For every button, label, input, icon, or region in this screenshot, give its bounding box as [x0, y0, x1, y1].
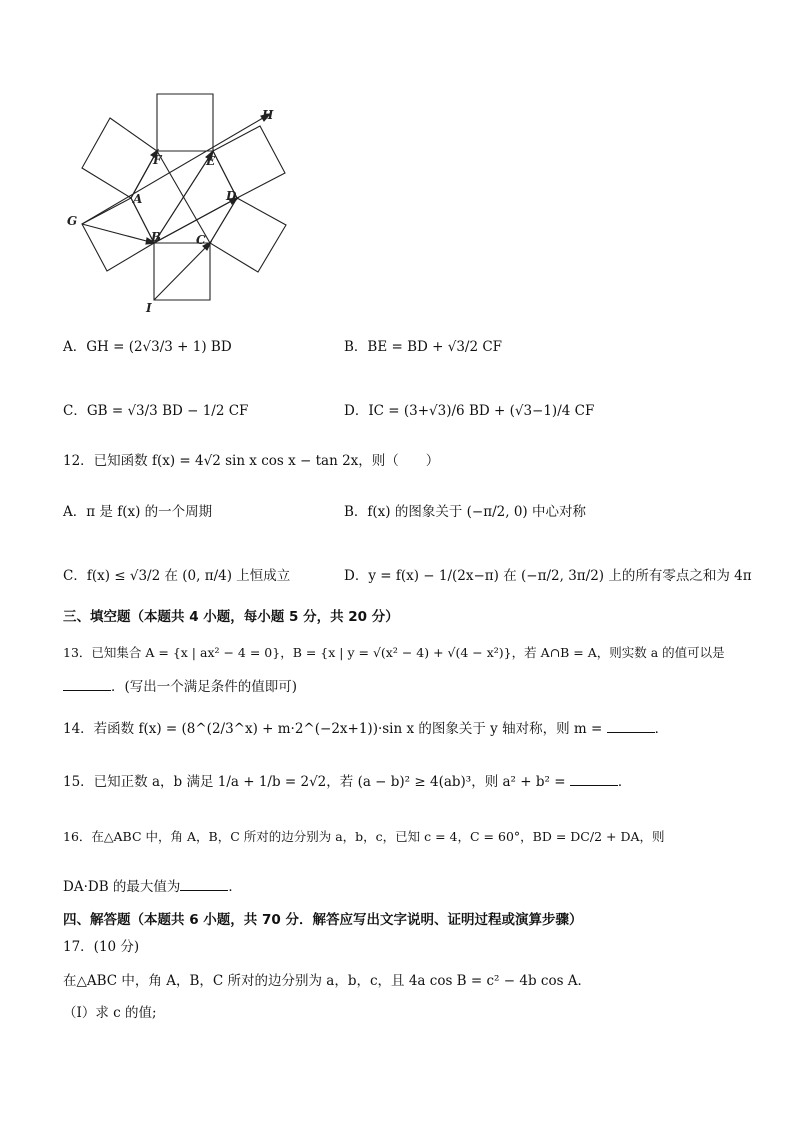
- vector-gh: [82, 115, 268, 224]
- q12-option-d[interactable]: D．y = f(x) − 1/(2x−π) 在 (−π/2, 3π/2) 上的所有零点之和为 4π: [344, 568, 752, 584]
- q12-option-a[interactable]: A．π 是 f(x) 的一个周期: [63, 504, 213, 520]
- square-left-lower: [82, 198, 154, 271]
- label-g: G: [67, 214, 78, 228]
- q15-answer-blank[interactable]: [570, 773, 618, 786]
- q12-stem: 12．已知函数 f(x) = 4√2 sin x cos x − tan 2x，则（ ）: [63, 453, 440, 469]
- q13-line2: ．(写出一个满足条件的值即可): [63, 678, 297, 696]
- q16-line1: 16．在△ABC 中，角 A，B，C 所对的边分别为 a，b，c，已知 c = 4，C = 60°，BD = DC/2 + DA，则: [63, 829, 665, 844]
- q14-answer-blank[interactable]: [607, 720, 655, 733]
- q11-option-c[interactable]: C．GB = √3/3 BD − 1/2 CF: [63, 403, 249, 419]
- q17-stem: 在△ABC 中，角 A，B，C 所对的边分别为 a，b，c，且 4a cos B = c² − 4b cos A．: [63, 973, 592, 989]
- q17-heading: 17．(10 分): [63, 939, 140, 955]
- geometry-figure: [60, 88, 300, 320]
- q12-option-c[interactable]: C．f(x) ≤ √3/2 在 (0, π/4) 上恒成立: [63, 568, 291, 584]
- square-right-lower: [210, 198, 286, 272]
- label-a: A: [133, 192, 143, 206]
- square-right-upper: [213, 126, 285, 198]
- label-h: H: [262, 108, 274, 122]
- vector-ic: [154, 243, 210, 300]
- q14: 14．若函数 f(x) = (8^(2/3^x) + m·2^(−2x+1))·sin x 的图象关于 y 轴对称，则 m = ．: [63, 721, 669, 737]
- square-top: [157, 94, 213, 151]
- label-f: F: [153, 153, 162, 167]
- section-3-heading: 三、填空题（本题共 4 小题，每小题 5 分，共 20 分）: [63, 609, 399, 625]
- q17-part-1: （Ⅰ）求 c 的值;: [63, 1005, 157, 1021]
- square-left-upper: [82, 118, 157, 198]
- label-c: C: [196, 233, 206, 247]
- label-d: D: [226, 189, 237, 203]
- q16-line2: DA·DB 的最大值为 ．: [63, 879, 242, 895]
- vector-gb: [82, 224, 154, 243]
- q13-answer-blank[interactable]: [63, 678, 111, 691]
- q11-option-a[interactable]: A．GH = (2√3/3 + 1) BD: [63, 339, 232, 355]
- q16-answer-blank[interactable]: [180, 878, 228, 891]
- section-4-heading: 四、解答题（本题共 6 小题，共 70 分．解答应写出文字说明、证明过程或演算步骤）: [63, 912, 583, 928]
- label-e: E: [206, 154, 216, 168]
- q11-option-b[interactable]: B．BE = BD + √3/2 CF: [344, 339, 503, 355]
- q11-option-d[interactable]: D．IC = (3+√3)/6 BD + (√3−1)/4 CF: [344, 403, 595, 419]
- q12-option-b[interactable]: B．f(x) 的图象关于 (−π/2, 0) 中心对称: [344, 504, 586, 520]
- label-i: I: [146, 301, 152, 315]
- q13-line1: 13．已知集合 A = {x | ax² − 4 = 0}，B = {x | y = √(x² − 4) + √(4 − x²)}，若 A∩B = A，则实数 a 的值可以是: [63, 645, 725, 660]
- label-b: B: [151, 230, 162, 244]
- q15: 15．已知正数 a，b 满足 1/a + 1/b = 2√2，若 (a − b)² ≥ 4(ab)³，则 a² + b² = ．: [63, 774, 632, 790]
